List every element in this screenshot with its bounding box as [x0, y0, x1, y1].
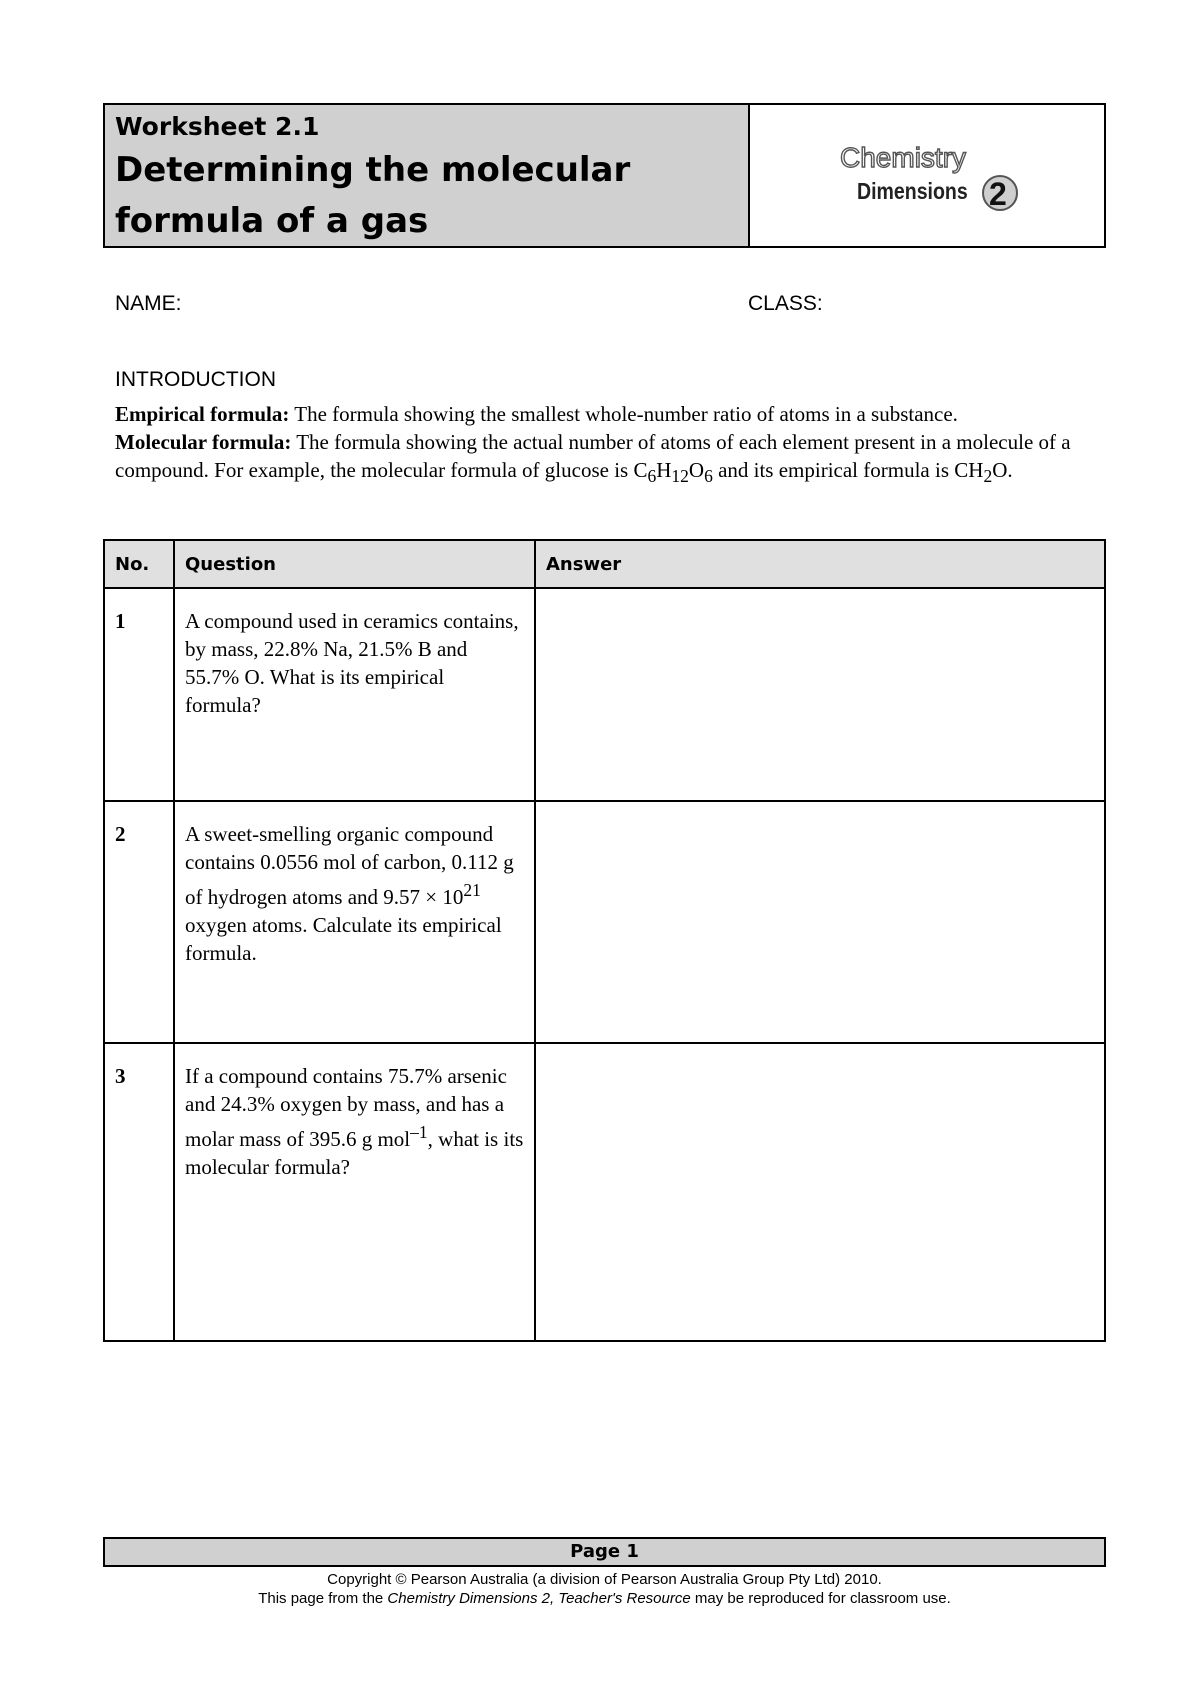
answer-cell[interactable]	[535, 801, 1105, 1043]
answer-cell[interactable]	[535, 588, 1105, 801]
question-text: If a compound contains 75.7% arsenic and 24.3% oxygen by mass, and has a molar mass of 395.6 g mol$^{-1}$, what is its molecular formula?	[174, 1043, 535, 1341]
worksheet-title: Determining the molecular formula of a gas	[115, 150, 631, 241]
introduction-text	[115, 400, 1105, 490]
name-field-label: NAME:	[115, 292, 182, 315]
table-row	[104, 801, 1105, 1043]
column-header-question: Question	[174, 540, 535, 588]
copyright-line: Copyright © Pearson Australia (a division of Pearson Australia Group Pty Ltd) 2010.	[327, 1571, 882, 1588]
empirical-definition: Empirical formula: The formula showing the smallest whole-number ratio of atoms in a substance.	[115, 402, 958, 426]
table-row	[104, 588, 1105, 801]
svg-text:Dimensions: Dimensions	[857, 178, 968, 205]
class-field-label: CLASS:	[748, 292, 823, 315]
molecular-definition: Molecular formula: The formula showing the actual number of atoms of each element present in a molecule of a compound. For example, the molecular formula of glucose is $C_6H_{12}O_6$ and its empirical formula is $CH_2O$.	[115, 430, 1071, 487]
worksheet-header	[103, 103, 1106, 248]
table-header-row	[104, 540, 1105, 588]
question-number: 3	[104, 1043, 174, 1341]
reproduction-line: This page from the Chemistry Dimensions 2, Teacher's Resource may be reproduced for classroom use.	[258, 1590, 951, 1607]
questions-table	[103, 539, 1106, 1342]
svg-text:Chemistry: Chemistry	[840, 142, 967, 173]
column-header-answer: Answer	[535, 540, 1105, 588]
chemistry-dimensions-logo	[840, 141, 1030, 211]
question-number: 1	[104, 588, 174, 801]
svg-text:2: 2	[989, 176, 1007, 211]
header-logo-panel	[750, 105, 1104, 246]
worksheet-label: Worksheet 2.1	[115, 112, 320, 141]
question-text: A compound used in ceramics contains, by mass, 22.8% Na, 21.5% B and 55.7% O. What is its empirical formula?	[174, 588, 535, 801]
page-number-bar: Page 1	[103, 1537, 1106, 1567]
table-row	[104, 1043, 1105, 1341]
header-title-panel	[105, 105, 750, 246]
column-header-no: No.	[104, 540, 174, 588]
answer-cell[interactable]	[535, 1043, 1105, 1341]
question-text: A sweet-smelling organic compound contains 0.0556 mol of carbon, 0.112 g of hydrogen atoms and $9.57 \times 10^{21}$ oxygen atoms. Calculate its empirical formula.	[174, 801, 535, 1043]
introduction-heading: INTRODUCTION	[115, 368, 276, 391]
question-number: 2	[104, 801, 174, 1043]
copyright-notice	[103, 1570, 1106, 1608]
